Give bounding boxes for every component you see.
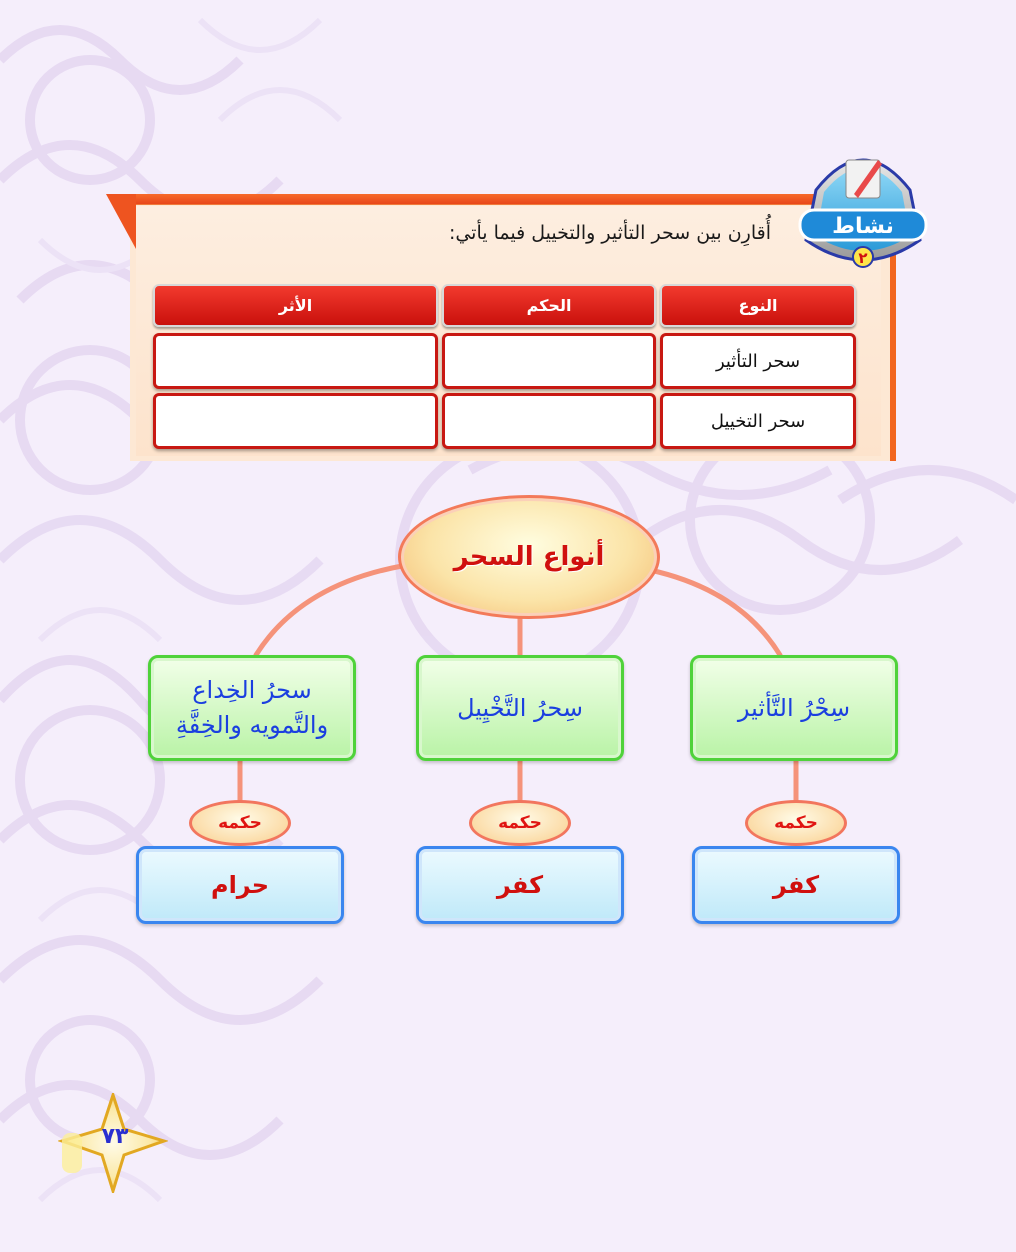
table-header-ruling: الحكم [442, 284, 656, 327]
table-cell-type: سحر التأثير [660, 333, 856, 389]
mind-map-root: أنواع السحر [398, 495, 660, 619]
activity-instruction: أُقارِن بين سحر التأثير والتخييل فيما يأتي: [448, 222, 771, 244]
ruling-label-oval: حكمه [469, 800, 571, 846]
branch-box-influence [690, 655, 898, 761]
ruling-box-deception: حرام [136, 846, 344, 924]
table-header-type: النوع [660, 284, 856, 327]
branch-box-deception [148, 655, 356, 761]
table-header-effect: الأثر [153, 284, 438, 327]
branch-title: سِحْرُ التَّأثير [737, 693, 851, 722]
table-cell-type: سحر التخييل [660, 393, 856, 449]
badge-number: ٢ [858, 249, 868, 267]
ruling-box-influence: كفر [692, 846, 900, 924]
branch-title-line2: والتَّمويه والخِفَّةِ [175, 711, 329, 739]
badge-title: نشاط [832, 214, 894, 239]
branch-title-line1: سحرُ الخِداع [192, 676, 312, 705]
branch-box-illusion [416, 655, 624, 761]
branch-title: سِحرُ التَّخْيِيل [457, 693, 583, 722]
ruling-box-illusion: كفر [416, 846, 624, 924]
ruling-label-oval: حكمه [189, 800, 291, 846]
page-number: ٧٣ [101, 1124, 129, 1149]
ruling-label-oval: حكمه [745, 800, 847, 846]
